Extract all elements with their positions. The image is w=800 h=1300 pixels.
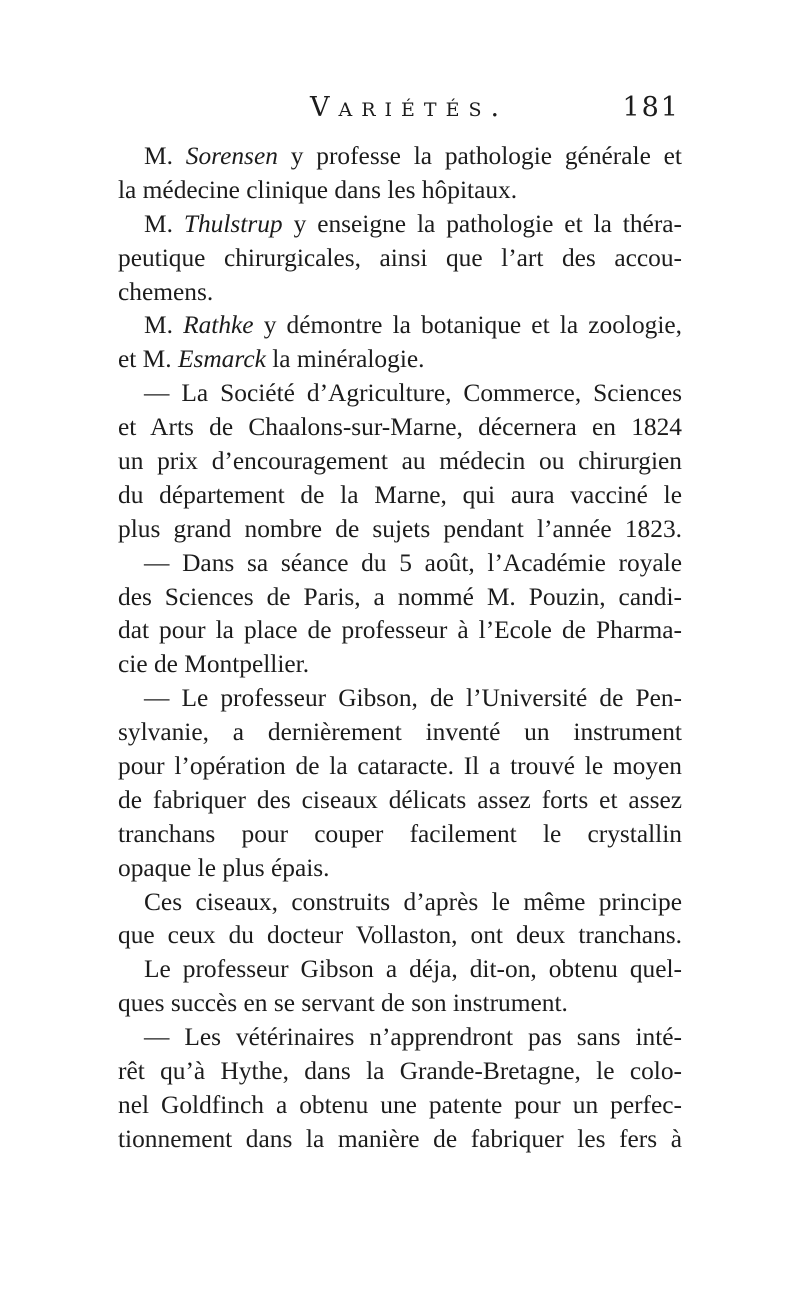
text-line: opaque le plus épais. <box>118 853 330 882</box>
text-line: un prix d’encouragement au médecin ou chirurgien <box>118 447 682 476</box>
body-text <box>118 140 682 1157</box>
text-line: — Les vétérinaires n’apprendront pas sans inté- <box>144 1023 682 1052</box>
person-name: Sorensen <box>185 142 278 170</box>
text-line: Ces ciseaux, construits d’après le même principe <box>144 887 682 916</box>
text-line: plus grand nombre de sujets pendant l’année 1823. <box>118 514 682 543</box>
text-line: des Sciences de Paris, a nommé M. Pouzin, candi- <box>118 582 682 611</box>
text-line: M. Rathke y démontre la botanique et la zoologie, <box>144 311 683 340</box>
text-line: pour l’opération de la cataracte. Il a trouvé le moyen <box>118 752 682 781</box>
page-number: 181 <box>622 92 680 123</box>
text-line: nel Goldfinch a obtenu une patente pour un perfec- <box>118 1090 682 1119</box>
text-line: et M. Esmarck la minéralogie. <box>118 345 425 374</box>
text-line: et Arts de Chaalons-sur-Marne, décernera en 1824 <box>118 413 682 442</box>
person-name: Rathke <box>183 311 254 340</box>
text-line: du département de la Marne, qui aura vacciné le <box>118 480 682 509</box>
text-line: cie de Montpellier. <box>118 650 310 679</box>
text-line: tranchans pour couper facilement le crystallin <box>118 819 682 848</box>
text-line: — Dans sa séance du 5 août, l’Académie royale <box>144 548 682 577</box>
text-line: Le professeur Gibson a déja, dit-on, obtenu quel- <box>144 955 682 984</box>
text-line: dat pour la place de professeur à l’Ecole de Pharma- <box>118 616 682 645</box>
text-line: rêt qu’à Hythe, dans la Grande-Bretagne, le colo- <box>118 1057 682 1086</box>
text-line: M. Sorensen y professe la pathologie générale et <box>144 142 682 170</box>
text-line: — La Société d’Agriculture, Commerce, Sciences <box>144 379 682 408</box>
text-line: chemens. <box>118 277 214 306</box>
person-name: Esmarck <box>177 345 266 374</box>
text-line: peutique chirurgicales, ainsi que l’art des accou- <box>118 243 682 272</box>
text-line: M. Thulstrup y enseigne la pathologie et la théra- <box>144 209 682 238</box>
text-line: que ceux du docteur Vollaston, ont deux tranchans. <box>118 921 682 950</box>
text-line: tionnement dans la manière de fabriquer les fers à <box>118 1124 682 1153</box>
text-line: de fabriquer des ciseaux délicats assez forts et assez <box>118 785 682 814</box>
text-line: — Le professeur Gibson, de l’Université de Pen- <box>144 684 682 713</box>
text-line: la médecine clinique dans les hôpitaux. <box>118 175 518 204</box>
text-line: sylvanie, a dernièrement inventé un instrument <box>118 718 682 747</box>
text-line: ques succès en se servant de son instrument. <box>118 989 568 1018</box>
running-title: Variétés. <box>310 92 509 123</box>
person-name: Thulstrup <box>183 209 283 238</box>
running-head <box>300 92 680 132</box>
